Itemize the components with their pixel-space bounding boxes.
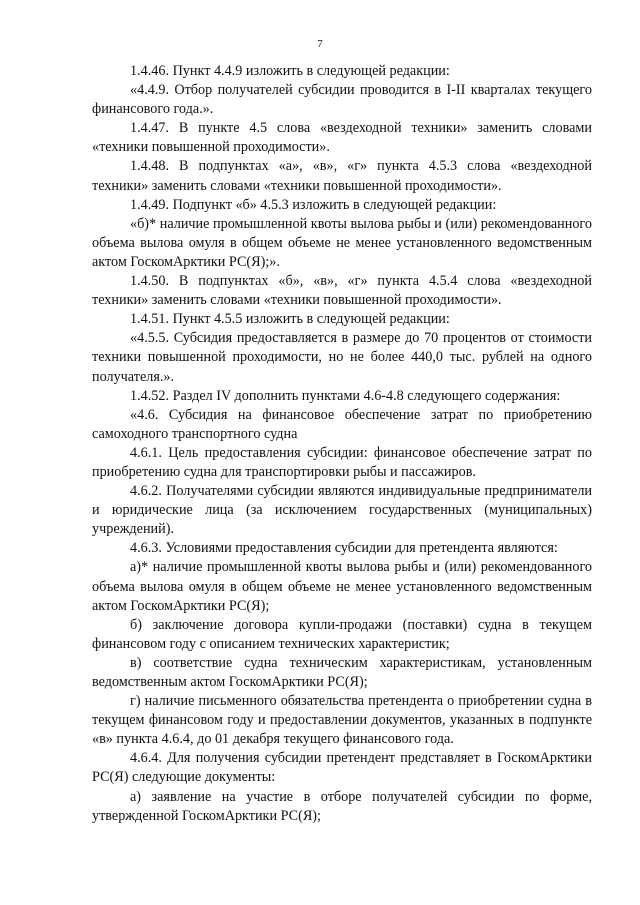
paragraph: а) заявление на участие в отборе получателей субсидии по форме, утвержденной ГоскомАрктики РС(Я); [92,788,592,824]
paragraph: 1.4.48. В подпунктах «а», «в», «г» пункта 4.5.3 слова «вездеходной техники» заменить словами «техники повышенной проходимости». [92,158,592,194]
paragraph: 1.4.46. Пункт 4.4.9 изложить в следующей редакции: [130,63,450,79]
paragraph: 4.6.2. Получателями субсидии являются индивидуальные предприниматели и юридические лица (за исключением государственных (муниципальных) учреждений). [92,483,592,538]
paragraph: 1.4.47. В пункте 4.5 слова «вездеходной техники» заменить словами «техники повышенной проходимости». [92,120,592,156]
paragraph: в) соответствие судна техническим характеристикам, установленным ведомственным актом ГоскомАрктики РС(Я); [92,654,592,690]
paragraph: 1.4.52. Раздел IV дополнить пунктами 4.6-4.8 следующего содержания: [130,387,561,404]
paragraph: б) заключение договора купли-продажи (поставки) судна в текущем финансовом году с описанием технических характеристик; [92,616,592,652]
paragraph: «4.5.5. Субсидия предоставляется в размере до 70 процентов от стоимости техники повышенной проходимости, но не более 440,0 тыс. рублей на одного получателя.». [92,330,592,385]
document-body [92,62,592,826]
paragraph: а)* наличие промышленной квоты вылова рыбы и (или) рекомендованного объема вылова омуля в общем объеме не менее установленного ведомственным актом ГоскомАрктики РС(Я); [92,559,592,614]
paragraph: 4.6.3. Условиями предоставления субсидии для претендента являются: [130,540,558,557]
paragraph: «б)* наличие промышленной квоты вылова рыбы и (или) рекомендованного объема вылова омуля в общем объеме не менее установленного ведомственным актом ГоскомАрктики РС(Я);». [92,215,592,270]
paragraph: «4.6. Субсидия на финансовое обеспечение затрат по приобретению самоходного транспортного судна [92,406,592,442]
paragraph: 1.4.50. В подпунктах «б», «в», «г» пункта 4.5.4 слова «вездеходной техники» заменить словами «техники повышенной проходимости». [92,273,592,309]
paragraph: 4.6.4. Для получения субсидии претендент представляет в ГоскомАрктики РС(Я) следующие документы: [92,750,592,786]
paragraph: 4.6.1. Цель предоставления субсидии: финансовое обеспечение затрат по приобретению судна для транспортировки рыбы и пассажиров. [92,444,592,480]
page-number: 7 [317,38,323,50]
paragraph: 1.4.51. Пункт 4.5.5 изложить в следующей редакции: [130,311,450,328]
paragraph: 1.4.49. Подпункт «б» 4.5.3 изложить в следующей редакции: [130,196,497,213]
paragraph: г) наличие письменного обязательства претендента о приобретении судна в текущем финансовом году и предоставлении документов, указанных в подпункте «в» пункта 4.6.4, до 01 декабря текущего финансового года. [92,693,592,748]
paragraph: «4.4.9. Отбор получателей субсидии проводится в I-II кварталах текущего финансового года.». [92,82,592,118]
